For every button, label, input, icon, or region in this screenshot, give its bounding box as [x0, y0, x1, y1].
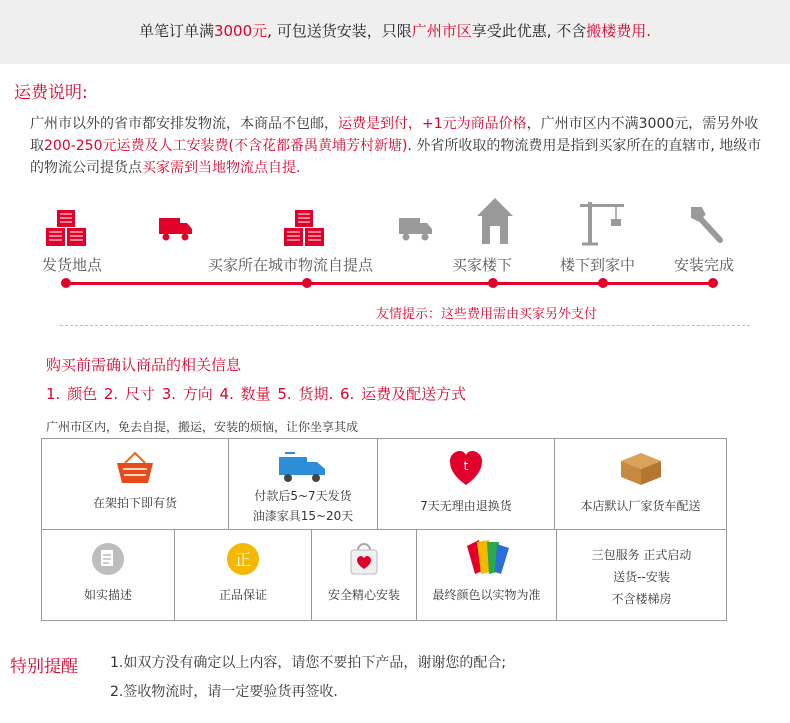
genuine-badge-icon: [226, 542, 260, 576]
truck-icon-gray: [398, 214, 434, 244]
basket-icon: [115, 451, 155, 485]
step-label-done: 安装完成: [674, 256, 735, 274]
color-swatch-icon: [463, 538, 511, 578]
track-dot: [61, 278, 71, 288]
step-label-pickup: 买家所在城市物流自提点: [208, 256, 374, 274]
dashed-divider: [60, 325, 750, 326]
service-cell: 最终颜色以实物为准: [416, 529, 557, 621]
express-box-icon: [617, 449, 665, 485]
service-cell: 如实描述: [41, 529, 175, 621]
step-label-downstairs: 买家楼下: [452, 256, 513, 274]
return-badge-icon: [448, 449, 484, 487]
step-label-upstairs: 楼下到家中: [560, 256, 636, 274]
progress-track: [66, 282, 714, 285]
track-dot: [598, 278, 608, 288]
confirm-title: 购买前需确认商品的相关信息: [46, 356, 242, 374]
delivery-truck-icon: [277, 449, 329, 483]
heart-bag-icon: [347, 540, 381, 576]
service-cell: 三包服务 正式启动 送货--安装 不含楼梯房: [556, 529, 727, 621]
boxes-icon: [44, 208, 90, 248]
reminder-title: 特别提醒: [10, 657, 78, 677]
boxes-icon-2: [282, 208, 328, 248]
house-icon: [475, 196, 515, 246]
top-notice: 单笔订单满3000元, 可包送货安装，只限广州市区享受此优惠, 不含搬楼费用.: [138, 22, 652, 40]
reminder-line-1: 1.如双方没有确定以上内容，请您不要拍下产品，谢谢您的配合;: [110, 655, 507, 671]
reminder-line-2: 2.签收物流时，请一定要验货再签收.: [110, 684, 338, 700]
shipping-paragraph: 广州市以外的省市都安排发物流，本商品不包邮，运费是到付，+1元为商品价格，广州市区内不满3000元，需另外收取200-250元运费及人工安装费(不含花都番禺黄埔芳村新塘). 外省所收取的物流费用是指到买家所在的直辖市, 地级市的物流公司提货点买家需到当地物流点自提.: [30, 116, 762, 176]
service-cell: 安全精心安装: [311, 529, 417, 621]
friendly-hint: 友情提示：这些费用需由买家另外支付: [376, 307, 598, 322]
service-cell: 付款后5~7天发货 油漆家具15~20天: [228, 438, 378, 530]
track-dot: [302, 278, 312, 288]
service-cell: t 7天无理由退换货: [377, 438, 555, 530]
service-cell: 本店默认厂家货车配送: [554, 438, 727, 530]
track-dot: [488, 278, 498, 288]
svg-text:正: 正: [234, 550, 252, 569]
truck-icon: [158, 214, 194, 244]
track-dot: [708, 278, 718, 288]
shipping-title: 运费说明:: [14, 83, 88, 103]
confirm-items: 1. 颜色 2. 尺寸 3. 方向 4. 数量 5. 货期. 6. 运费及配送方式: [46, 385, 467, 403]
service-cell: 在架拍下即有货: [41, 438, 229, 530]
step-label-origin: 发货地点: [42, 256, 103, 274]
wrench-icon: [688, 204, 728, 246]
svg-text:t: t: [463, 459, 469, 473]
service-cell: 正 正品保证: [174, 529, 312, 621]
crane-icon: [578, 196, 628, 246]
document-icon: [91, 542, 125, 576]
confirm-note: 广州市区内，免去自提，搬运，安装的烦恼，让你坐享其成: [46, 420, 359, 434]
